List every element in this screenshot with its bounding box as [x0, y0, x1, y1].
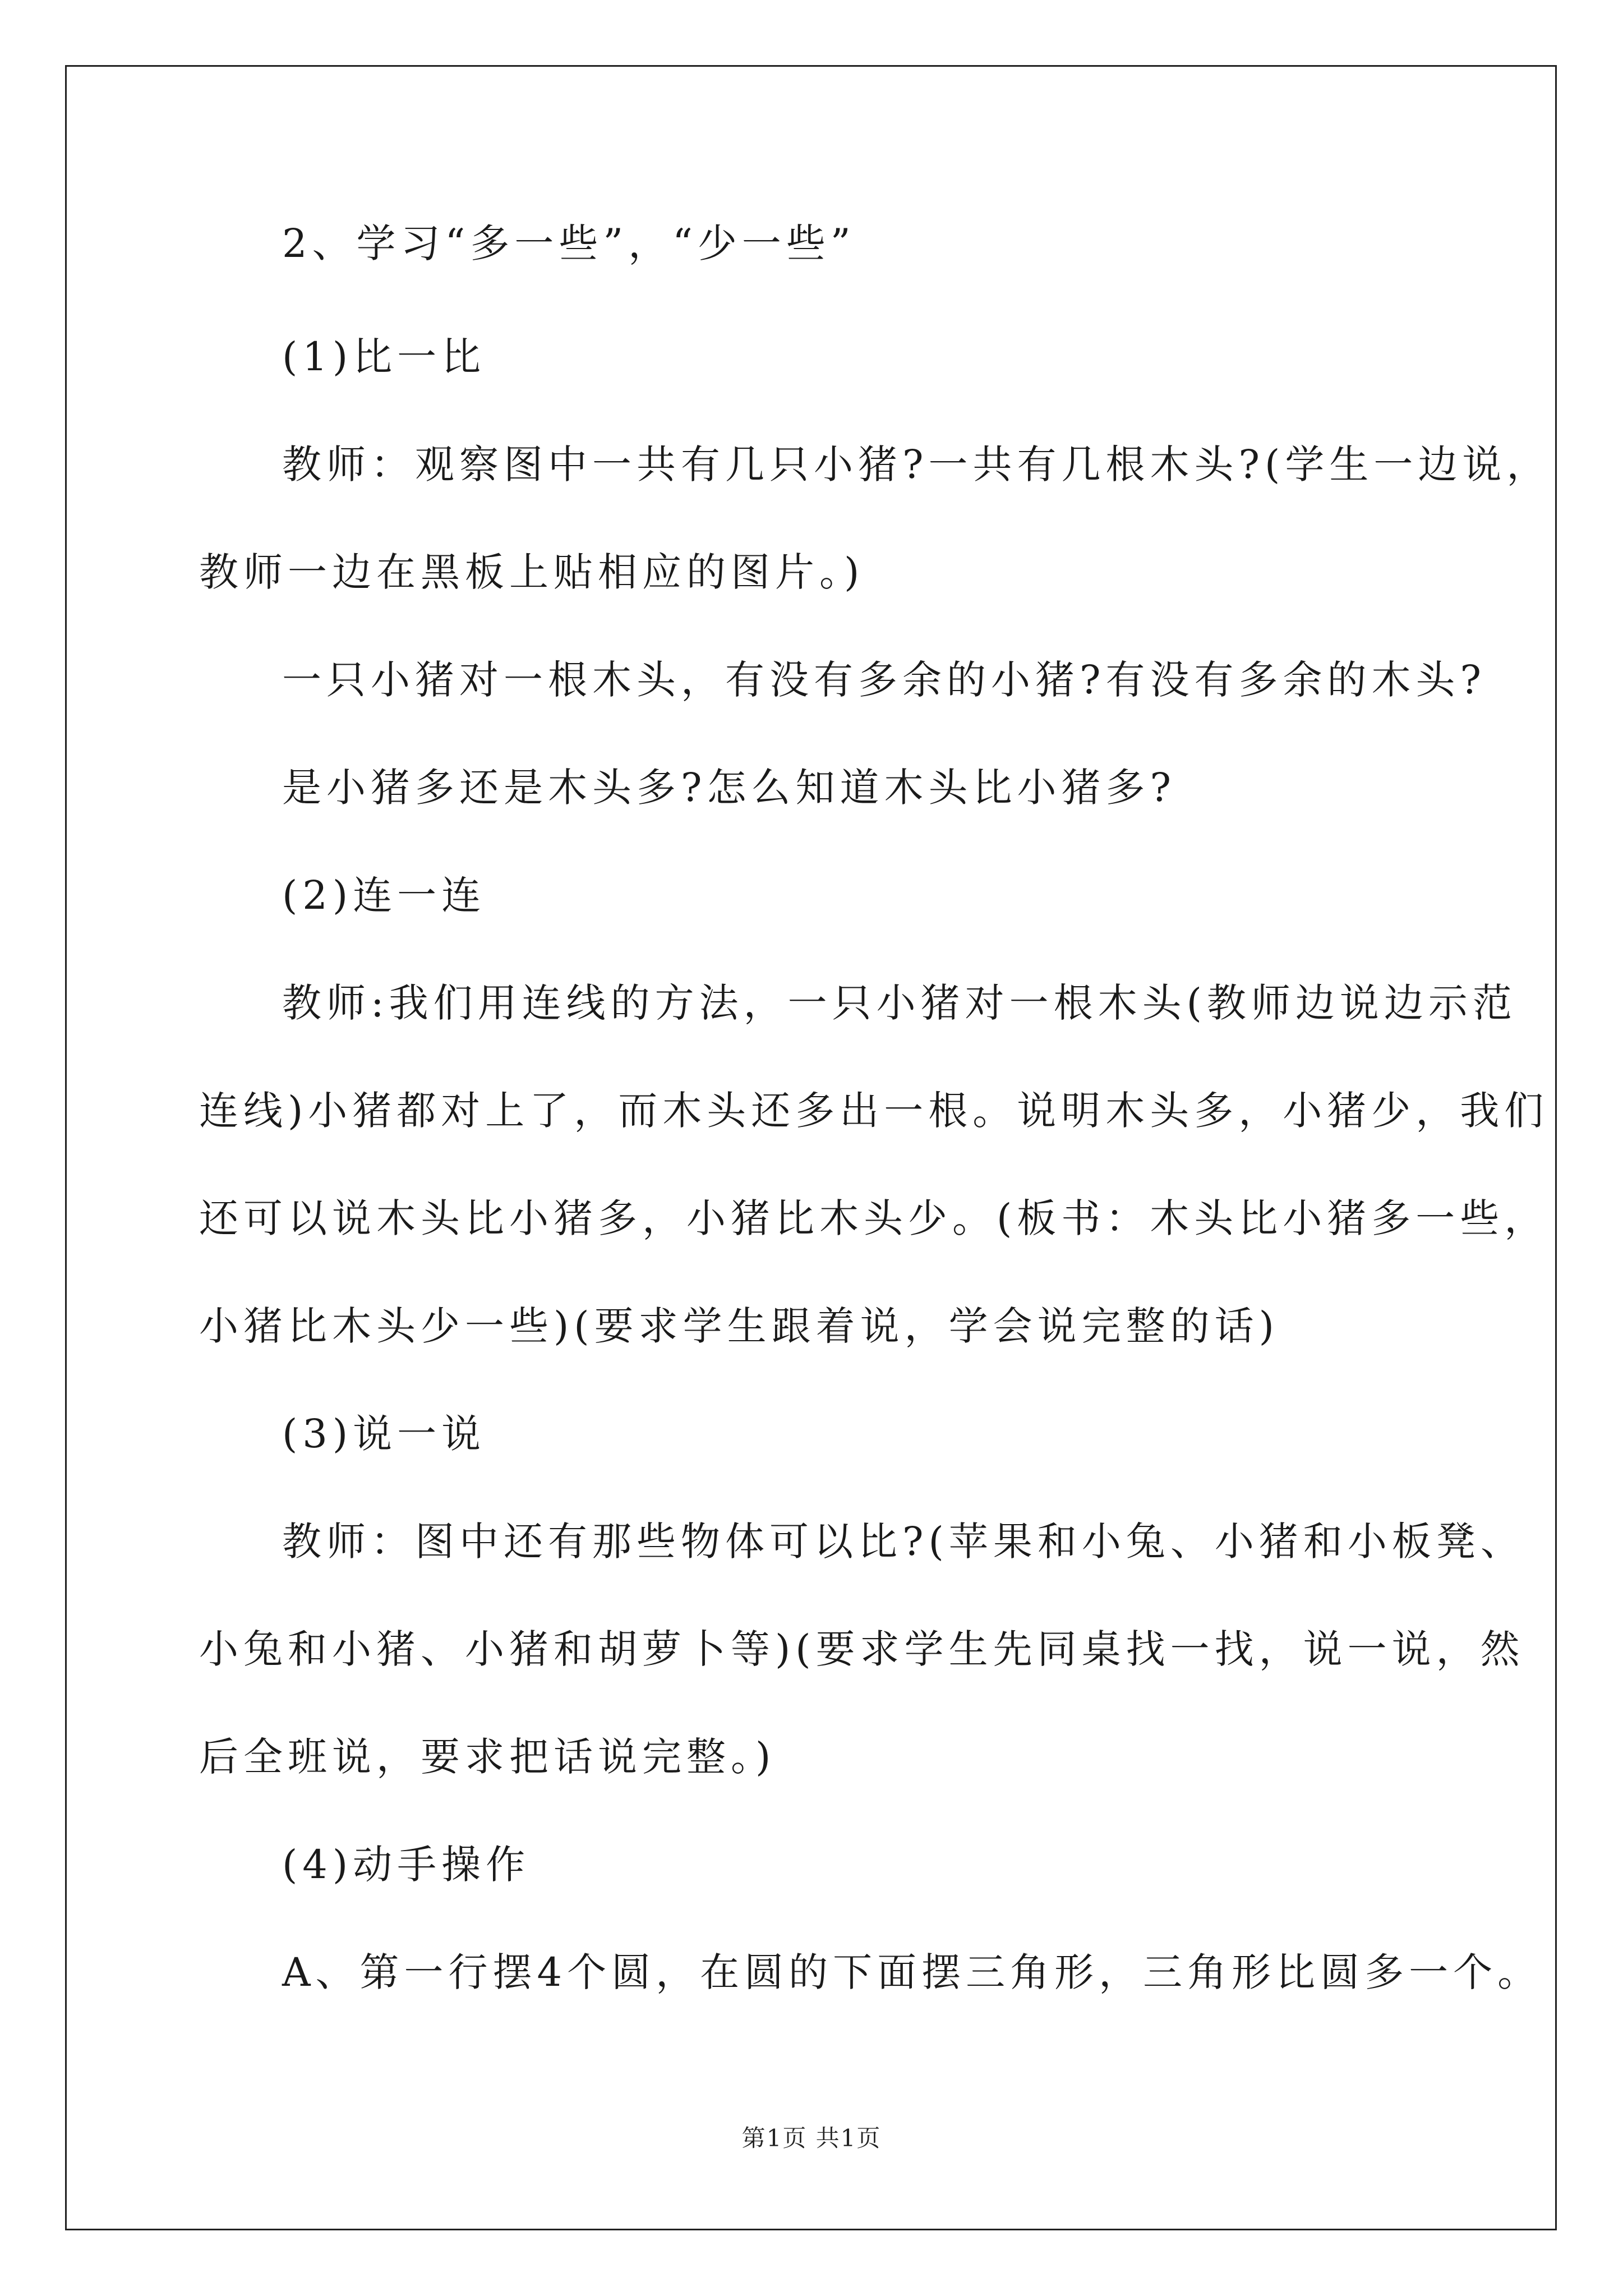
subsection-heading: (2)连一连	[282, 872, 486, 918]
paragraph-line: 教师:我们用连线的方法，一只小猪对一根木头(教师边说边示范	[282, 980, 1517, 1026]
page-number-footer: 第1页 共1页	[741, 2124, 882, 2152]
subsection-heading: (1)比一比	[282, 334, 486, 380]
paragraph-line: 教师：观察图中一共有几只小猪?一共有几根木头?(学生一边说，	[282, 441, 1551, 487]
section-heading: 2、学习“多一些”，“少一些”	[282, 220, 856, 266]
page-border	[65, 65, 1557, 2230]
subsection-heading: (3)说一说	[282, 1411, 486, 1457]
paragraph-line: 小兔和小猪、小猪和胡萝卜等)(要求学生先同桌找一找，说一说，然	[199, 1626, 1525, 1672]
paragraph-line: 教师：图中还有那些物体可以比?(苹果和小兔、小猪和小板凳、	[282, 1519, 1525, 1565]
paragraph-line: 教师一边在黑板上贴相应的图片。)	[199, 549, 865, 595]
paragraph-line: 是小猪多还是木头多?怎么知道木头比小猪多?	[282, 765, 1177, 811]
paragraph-line: 后全班说，要求把话说完整。)	[199, 1734, 776, 1780]
paragraph-line: 还可以说木头比小猪多，小猪比木头少。(板书：木头比小猪多一些，	[199, 1195, 1549, 1241]
paragraph-line: 连线)小猪都对上了，而木头还多出一根。说明木头多，小猪少，我们	[199, 1088, 1549, 1134]
subsection-heading: (4)动手操作	[282, 1842, 531, 1888]
paragraph-line: 一只小猪对一根木头，有没有多余的小猪?有没有多余的木头?	[282, 657, 1487, 703]
paragraph-line: A、第一行摆4个圆，在圆的下面摆三角形，三角形比圆多一个。	[282, 1949, 1542, 1995]
paragraph-line: 小猪比木头少一些)(要求学生跟着说，学会说完整的话)	[199, 1303, 1279, 1349]
